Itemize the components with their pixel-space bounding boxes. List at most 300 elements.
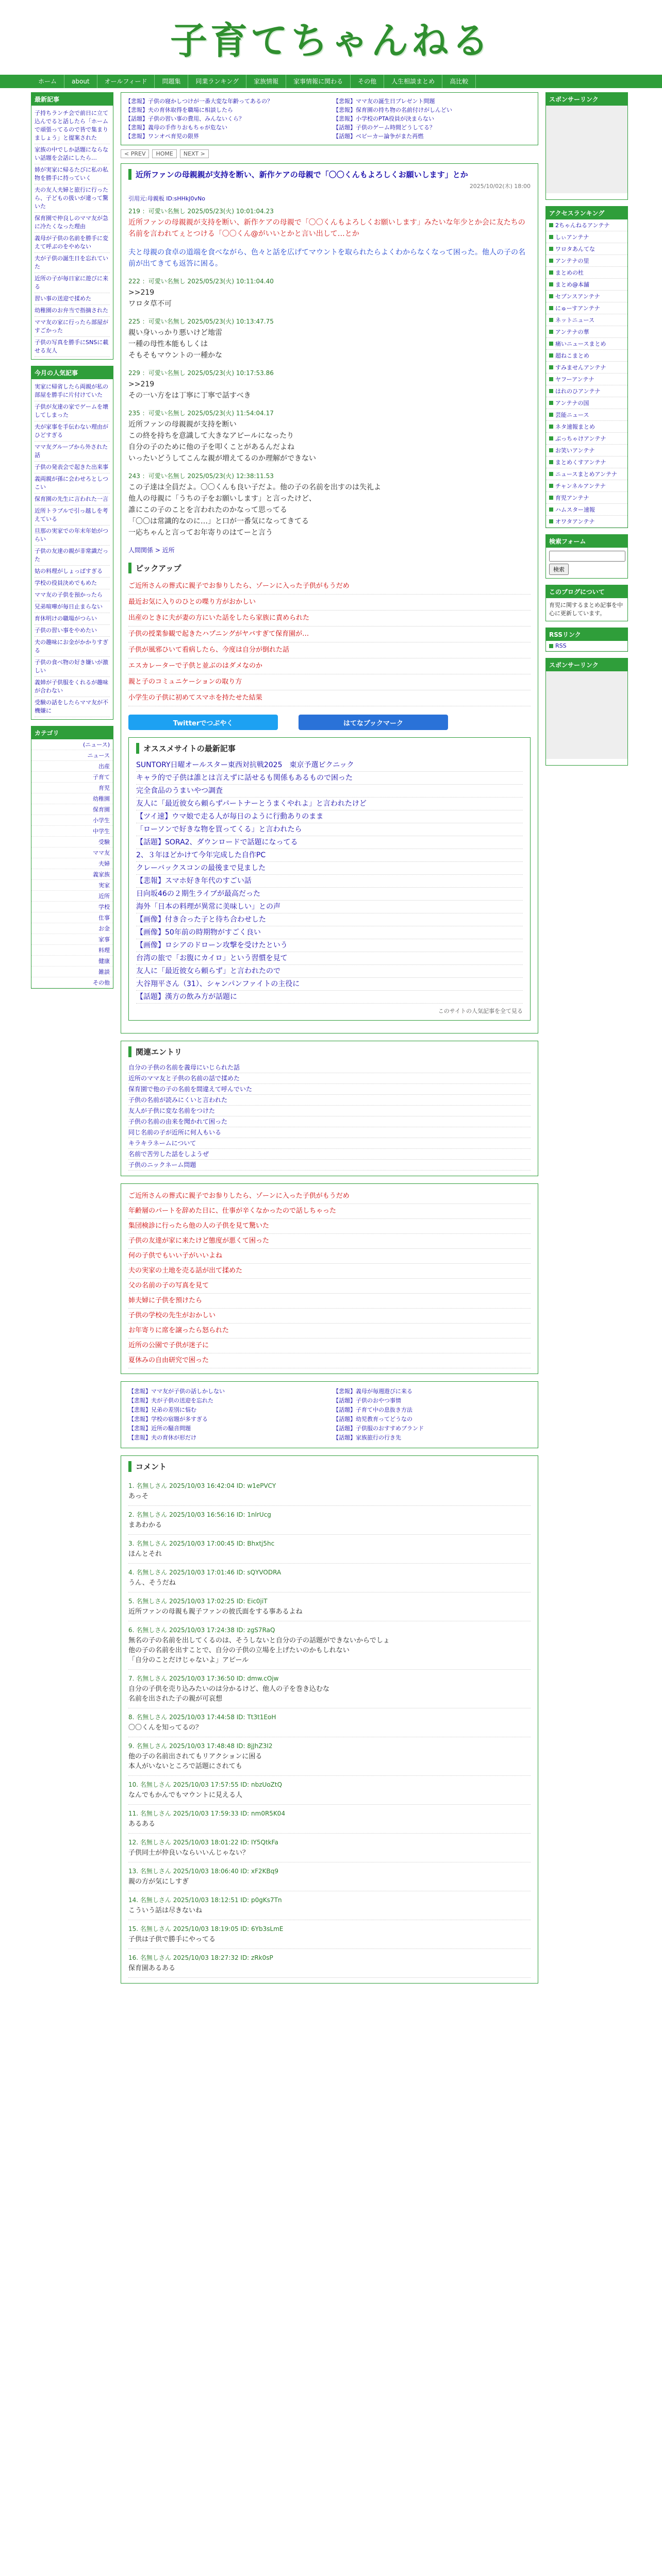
latest-post-link[interactable]: 幼稚園のお弁当で指摘された [35, 305, 110, 317]
nav-item[interactable]: 人生相談まとめ [384, 75, 442, 88]
grid-news-link[interactable]: 【悲報】兄弟の差別に悩む [128, 1406, 196, 1413]
comment-header: 5. 名無しさん 2025/10/03 17:02:25 ID: Eic0jiT [128, 1598, 268, 1605]
recommended-link[interactable]: 完全食品のうまいやつ調査 [136, 785, 523, 798]
ranking-post-link[interactable]: 夫の趣味にお金がかかりすぎる [35, 637, 110, 657]
response-header: 222 ：可愛い名無し 2025/05/23(火) 10:11:04.40 [128, 278, 274, 285]
comment-body: まあわかる [128, 1521, 162, 1529]
latest-posts-box [31, 92, 113, 360]
news-grid-2 [121, 1381, 538, 1448]
antenna-link[interactable] [546, 231, 627, 243]
antenna-label: しぃアンテナ [555, 234, 589, 241]
site-banner[interactable] [0, 0, 662, 75]
recommended-title: オススメサイトの最新記事 [136, 743, 523, 754]
nav-item[interactable]: 高比較 [442, 75, 476, 88]
comment-body: あるある [128, 1820, 156, 1828]
rss-label: RSS [555, 642, 567, 649]
monthly-ranking-box [31, 366, 113, 720]
recommended-link[interactable]: 日向坂46の２期生ライブが最高だった [136, 888, 523, 901]
pickup-section [128, 563, 531, 706]
pickup2-link[interactable]: 年齢層のパートを辞めた日に、仕事が辛くなかったので話しちゃった [128, 1204, 531, 1219]
top-news-link[interactable]: 【悲報】ワンオペ育児の限界 [125, 133, 199, 140]
category-link[interactable]: 義家族 [31, 869, 113, 880]
bullet-icon [549, 401, 553, 405]
category-link[interactable]: 家事 [31, 934, 113, 945]
antenna-label: アンテナの里 [555, 258, 589, 264]
grid-news-link[interactable]: 【悲報】夫が子供の送迎を忘れた [128, 1397, 213, 1404]
top-news-link[interactable]: 【悲報】ママ友の誕生日プレゼント問題 [333, 98, 435, 105]
nav-item[interactable]: その他 [351, 75, 384, 88]
top-news-link[interactable]: 【話題】ベビーカー論争がまた再燃 [333, 133, 424, 140]
pickup2-link[interactable]: 姉夫婦に子供を預けたら [128, 1294, 531, 1309]
bullet-icon [549, 294, 553, 298]
grid-news-link[interactable]: 【悲報】夫の育休が形だけ [128, 1434, 196, 1441]
antenna-label: 2ちゃんねるアンテナ [555, 222, 610, 229]
comment-header: 1. 名無しさん 2025/10/03 16:42:04 ID: w1ePVCY [128, 1482, 276, 1489]
bullet-icon [549, 507, 553, 512]
comment-header: 11. 名無しさん 2025/10/03 17:59:33 ID: nm0R5K04 [128, 1810, 286, 1817]
comment-header: 10. 名無しさん 2025/10/03 17:57:55 ID: nbzUoZtQ [128, 1781, 283, 1788]
antenna-label: 育児アンテナ [555, 495, 589, 501]
bullet-icon [549, 318, 553, 322]
comment-body: なんでもかんでもマウントに見える人 [128, 1791, 243, 1799]
pager-link[interactable]: HOME [152, 149, 176, 158]
ranking-post-link[interactable]: 受験の話をしたらママ友が不機嫌に [35, 697, 110, 717]
article-date: 2025/10/02(木) 18:00 [469, 183, 531, 190]
bullet-icon [549, 247, 553, 251]
top-news-link[interactable]: 【悲報】保育園の持ち物の名前付けがしんどい [333, 107, 452, 113]
comment-header: 14. 名無しさん 2025/10/03 18:12:51 ID: p0gKs7Tn [128, 1896, 282, 1904]
bullet-icon [549, 306, 553, 310]
recommended-link[interactable]: 友人に「最近彼女ら頼らず」と言われたので [136, 965, 523, 978]
category-link[interactable]: その他 [31, 977, 113, 988]
antenna-link[interactable] [546, 219, 627, 231]
top-news-link[interactable]: 【悲報】義母の手作りおもちゃが危ない [125, 124, 227, 131]
search-title: 検索フォーム [546, 535, 627, 548]
related-link[interactable]: 子供の名前の由来を聞かれて困った [128, 1116, 531, 1127]
antenna-label: まとめの杜 [555, 269, 584, 276]
antenna-label: チャンネルアンテナ [555, 483, 606, 489]
comment-header: 2. 名無しさん 2025/10/03 16:56:16 ID: 1nlrUcg [128, 1511, 271, 1518]
pickup-link[interactable]: 子供の授業参観で起きたハプニングがヤバすぎて保育園が… [128, 626, 531, 642]
antenna-link[interactable] [546, 468, 627, 480]
recommended-link[interactable]: キャラ的で子供は誰とは言えずに話せるも関係もあるもので困った [136, 772, 523, 785]
related-link[interactable]: 子供のニックネーム問題 [128, 1160, 531, 1171]
latest-posts-title: 最新記事 [31, 93, 113, 106]
comments-section [121, 1455, 538, 1984]
recommended-link[interactable]: 【画像】付き合った子と待ち合わせした [136, 913, 523, 926]
pickup2-link[interactable]: 近所の公園で子供が迷子に [128, 1338, 531, 1353]
category-link[interactable]: 仕事 [31, 912, 113, 923]
antenna-link[interactable] [546, 291, 627, 302]
pickup-link[interactable]: 小学生の子供に初めてスマホを持たせた結果 [128, 690, 531, 706]
bullet-icon [549, 460, 553, 464]
antenna-label: ヤフーアンテナ [555, 376, 594, 383]
antenna-link[interactable] [546, 516, 627, 528]
antenna-label: 超ねこまとめ [555, 352, 589, 359]
ranking-post-link[interactable]: 夫が家事を手伝わない理由がひどすぎる [35, 421, 110, 442]
response-body: 近所ファンの母親親が支持を断い、新作ケアの母親で「〇〇くんもよろしくお願いします」みたいな年少とか会に友たちの名前を言われてぇとつける「〇〇くん@がいいとかと言い出して…とか [128, 218, 525, 238]
antenna-label: ハムスター速報 [555, 506, 595, 513]
response-header: 219 ：可愛い名無し 2025/05/23(火) 10:01:04.23 [128, 208, 274, 215]
grid-news-link[interactable]: 【悲報】ママ友が子供の話しかしない [128, 1388, 225, 1395]
antenna-link[interactable] [546, 421, 627, 433]
related-entries [121, 1041, 538, 1176]
ad-slot[interactable] [546, 106, 627, 193]
related-title: 関連エントリ [128, 1046, 531, 1057]
response-item [128, 368, 531, 401]
pickup2-link[interactable]: 父の名前の子の写真を見て [128, 1279, 531, 1294]
pickup2-link[interactable]: 子供の友達が家に来たけど態度が悪くて困った [128, 1234, 531, 1249]
ranking-post-link[interactable]: 学校の役員決めでもめた [35, 578, 110, 589]
rss-box [545, 628, 628, 652]
top-news-link[interactable]: 【話題】子供のゲーム時間どうしてる？ [333, 124, 435, 131]
ranking-post-link[interactable]: 実家に帰省したら両親が私の部屋を勝手に片付けていた [35, 381, 110, 401]
recommended-link[interactable]: 「ローソンで好きな物を買ってくる」と言われたら [136, 823, 523, 836]
top-news-link[interactable]: 【悲報】小学校のPTA役員が決まらない [333, 115, 435, 122]
article-source[interactable]: 引用元:母親板 ID:sHHkJ0vNo [128, 195, 205, 202]
comment-body: 近所ファンの母親も親子ファンの彼氏面をする事あるよね [128, 1608, 303, 1616]
pickup2-link[interactable]: お年寄りに席を譲ったら怒られた [128, 1324, 531, 1338]
latest-post-link[interactable]: 習い事の送迎で揉めた [35, 293, 110, 305]
pager [121, 149, 538, 158]
category-link[interactable]: ママ友 [31, 848, 113, 858]
category-link[interactable]: 受験 [31, 837, 113, 848]
ranking-post-link[interactable]: ママ友グループから外された話 [35, 442, 110, 462]
about-title: このブログについて [546, 585, 627, 598]
top-nav [0, 75, 662, 88]
nav-item[interactable]: オールフィード [97, 75, 155, 88]
top-news-grid [121, 92, 538, 145]
category-link[interactable]: ニュース [31, 750, 113, 761]
ranking-post-link[interactable]: 子供の食べ物の好き嫌いが激しい [35, 657, 110, 677]
latest-post-link[interactable]: 義母が子供の名前を勝手に変えて呼ぶのをやめない [35, 233, 110, 253]
top-news-link[interactable]: 【話題】子供の習い事の費用、みんないくら？ [125, 115, 244, 122]
antenna-label: お笑いアンテナ [555, 447, 595, 454]
comment-body: うん、そうだね [128, 1579, 176, 1587]
antenna-link[interactable] [546, 374, 627, 385]
antenna-link[interactable] [546, 397, 627, 409]
recommended-link[interactable]: 【画像】50年前の時期物がすごく良い [136, 926, 523, 939]
category-link[interactable]: 出産 [31, 761, 113, 772]
nav-item[interactable]: 家事情報に関わる [286, 75, 351, 88]
antenna-link[interactable] [546, 480, 627, 492]
related-link[interactable]: キラキラネームについて [128, 1138, 531, 1149]
comment-body: 保育園あるある [128, 1964, 176, 1972]
latest-post-link[interactable]: 夫の友人夫婦と旅行に行ったら、子どもの扱いが違って驚いた [35, 184, 110, 213]
antenna-link[interactable] [546, 338, 627, 350]
comment-body: 子供同士が仲良いならいいんじゃない？ [128, 1849, 250, 1857]
pickup-title: ピックアップ [128, 563, 531, 573]
related-link[interactable]: 子供の名前が読みにくいと言われた [128, 1095, 531, 1106]
comment-header: 12. 名無しさん 2025/10/03 18:01:22 ID: IY5QtkFa [128, 1839, 278, 1846]
comment-body: 無名の子の名前を出してくるのは、そうしないと自分の子の話題ができないからでしょ 他の子の名前を出すことで、自分の子供の立場を上げたいのかもしれない 「自分のことだけじゃないよ」アピール [128, 1637, 390, 1664]
related-link[interactable]: 保育園で他の子の名前を間違えて呼んでいた [128, 1084, 531, 1095]
latest-post-link[interactable]: 子持ちランチ会で前日に立て込んでると話したら「ホームで頑張ってるので皆で集まりましょう」と提案された [35, 108, 110, 144]
sponsor-box-2 [545, 658, 628, 766]
monthly-ranking-title: 今月の人気記事 [31, 366, 113, 379]
comment-header: 13. 名無しさん 2025/10/03 18:06:40 ID: xF2KBq9 [128, 1868, 279, 1875]
response-body: 親い身いっかり悪いけど地雷 一種の母性本能もしくは そもそもマウントの一種かな [128, 329, 222, 360]
hatena-bookmark-button[interactable]: はてなブックマーク [299, 715, 448, 730]
antenna-link[interactable] [546, 362, 627, 374]
bullet-icon [549, 223, 553, 227]
category-link[interactable]: 雑談 [31, 967, 113, 977]
sponsor-title: スポンサーリンク [546, 93, 627, 106]
recommended-link[interactable]: SUNTORY日曜オールスター東西対抗戦2025 東京予選ピクニック [136, 759, 523, 772]
latest-post-link[interactable]: 子供の写真を勝手にSNSに載せる友人 [35, 337, 110, 357]
antenna-label: まとめくすアンテナ [555, 459, 606, 466]
pickup-link[interactable]: 最近お気に入りのひとの喋り方がおかしい [128, 595, 531, 611]
related-link[interactable]: 名前で苦労した話をしようぜ [128, 1149, 531, 1160]
category-link[interactable]: お金 [31, 923, 113, 934]
antenna-label: オワタアンテナ [555, 518, 595, 525]
category-link[interactable]: 保育園 [31, 804, 113, 815]
article [121, 163, 538, 1033]
antenna-link[interactable] [546, 302, 627, 314]
pickup-link[interactable]: 親と子のコミュニケーションの取り方 [128, 674, 531, 690]
comment-item [128, 1805, 531, 1834]
comment-body: 子供は子供で勝手にやってる [128, 1936, 216, 1943]
comment-header: 4. 名無しさん 2025/10/03 17:01:46 ID: sQYVODRA [128, 1569, 282, 1576]
recommended-footer-link[interactable]: このサイトの人気記事を全て見る [438, 1008, 523, 1014]
comment-item [128, 1477, 531, 1506]
grid-news-link[interactable]: 【話題】子育て中の息抜き方法 [333, 1406, 412, 1413]
site-logo[interactable]: 子育てちゃんねる [170, 18, 492, 62]
antenna-link[interactable] [546, 279, 627, 291]
recommended-link[interactable]: 友人に「最近彼女ら頼らずパートナーとうまくやれよ」と言われたけど [136, 798, 523, 810]
pickup-link[interactable]: エスカレーターで子供と並ぶのはダメなのか [128, 658, 531, 674]
antenna-link[interactable] [546, 409, 627, 421]
recommended-link[interactable]: 2、３年ほどかけて今年完成した自作PC [136, 849, 523, 862]
ranking-post-link[interactable]: 育休明けの職場がつらい [35, 613, 110, 625]
twitter-share-button[interactable]: Twitterでつぶやく [128, 715, 278, 730]
bullet-icon [549, 342, 553, 346]
pickup2-link[interactable]: 子供の学校の先生がおかしい [128, 1309, 531, 1324]
comment-body: 親の方が気にしすぎ [128, 1878, 189, 1886]
comment-body: 自分の子供を売り込みたいのは分かるけど、他人の子を巻き込むな 名前を出された子の親が可哀想 [128, 1685, 330, 1703]
response-body: 近所ファンの母親親が支持を断い この終を持ちを意識して大きなアピールになったり 自分の子のために他の子を叩くことがあるんだよね いったいどうしてこんな親が増えてるのか理解ができない [128, 420, 316, 463]
antenna-link[interactable] [546, 267, 627, 279]
ranking-post-link[interactable]: 義姉が子供服をくれるが趣味が合わない [35, 677, 110, 697]
ranking-post-link[interactable]: 子供の習い事をやめたい [35, 625, 110, 637]
category-link[interactable]: 夫婦 [31, 858, 113, 869]
top-news-link[interactable]: 【悲報】夫の育休取得を職場に相談したら [125, 107, 233, 113]
response-item [128, 317, 531, 361]
category-link[interactable]: 幼稚園 [31, 793, 113, 804]
pager-link[interactable]: < PREV [121, 149, 149, 158]
comment-body: ほんとそれ [128, 1550, 162, 1558]
pickup2-link[interactable]: ご近所さんの葬式に親子でお参りしたら、ゾーンに入った子供がもうだめ [128, 1189, 531, 1204]
grid-news-link[interactable]: 【悲報】学校の宿題が多すぎる [128, 1416, 208, 1422]
category-link[interactable]: 料理 [31, 945, 113, 956]
bullet-icon [549, 519, 553, 523]
article-category-link[interactable]: 人間関係 > 近所 [128, 547, 175, 554]
ranking-post-link[interactable]: 近所トラブルで引っ越しを考えている [35, 505, 110, 526]
pickup2-link[interactable]: 何の子供でもいい子がいいよね [128, 1249, 531, 1264]
pickup-link[interactable]: ご近所さんの葬式に親子でお参りしたら、ゾーンに入った子供がもうだめ [128, 579, 531, 595]
pager-link[interactable]: NEXT > [180, 149, 209, 158]
category-link[interactable]: 育児 [31, 783, 113, 793]
antenna-link[interactable] [546, 456, 627, 468]
recommended-link[interactable]: 【画像】ロシアのドローン攻撃を受けたという [136, 939, 523, 952]
bullet-icon [549, 496, 553, 500]
ranking-post-link[interactable]: 姑の料理がしょっぱすぎる [35, 566, 110, 578]
comment-item [128, 1535, 531, 1564]
antenna-link[interactable] [546, 314, 627, 326]
recommended-link[interactable]: 大谷翔平さん（31）、シャンパンファイトの主役に [136, 978, 523, 991]
pickup-link[interactable]: 子供が風邪ひいて看病したら、今度は自分が倒れた話 [128, 642, 531, 658]
response-body: 夫と母親の食卓の道端を食べながら、色々と話を広げてマウントを取られたらよくわからなくなって困った。他人の子の名前が出てきても返答に困る。 [128, 248, 525, 268]
latest-post-link[interactable]: 姉が実家に帰るたびに私の私物を勝手に持っていく [35, 164, 110, 184]
antenna-link[interactable] [546, 255, 627, 267]
category-link[interactable]: 実家 [31, 880, 113, 891]
antenna-label: ネットニュース [555, 317, 595, 324]
antenna-link[interactable] [546, 243, 627, 255]
related-link[interactable]: 近所のママ友と子供の名前の話で揉めた [128, 1073, 531, 1084]
recommended-link[interactable]: 海外「日本の料理が異常に美味しい」との声 [136, 901, 523, 913]
ranking-post-link[interactable]: 子供の発表会で起きた出来事 [35, 462, 110, 473]
comment-item [128, 1564, 531, 1592]
comment-item [128, 1862, 531, 1891]
bullet-icon [549, 259, 553, 263]
grid-news-link[interactable]: 【悲報】近所の騒音問題 [128, 1425, 191, 1432]
bullet-icon [549, 484, 553, 488]
ranking-post-link[interactable]: 子供が友達の家でゲームを壊してしまった [35, 401, 110, 421]
latest-post-link[interactable]: ママ友の家に行ったら部屋がすごかった [35, 317, 110, 337]
antenna-box [545, 206, 628, 528]
recommended-link[interactable]: 【話題】漢方の飲み方が話題に [136, 991, 523, 1004]
sponsor2-title: スポンサーリンク [546, 658, 627, 671]
latest-post-link[interactable]: 家族の中でしか話題にならない話題を会話にしたら… [35, 144, 110, 164]
grid-news-link[interactable]: 【話題】子供服のおすすめブランド [333, 1425, 424, 1432]
antenna-label: にゅーすアンテナ [555, 305, 600, 312]
category-link[interactable]: 子育て [31, 772, 113, 783]
nav-item[interactable]: ホーム [31, 75, 64, 88]
article-title[interactable]: 近所ファンの母親親が支持を断い、新作ケアの母親で「〇〇くんもよろしくお願いします」とか [128, 169, 531, 180]
antenna-label: 痛いニュースまとめ [555, 341, 606, 347]
antenna-link[interactable] [546, 385, 627, 397]
comment-item [128, 1708, 531, 1737]
search-box [545, 534, 628, 579]
comment-body: 〇〇くんを知ってるの？ [128, 1724, 203, 1732]
nav-item[interactable]: 問題集 [155, 75, 188, 88]
latest-post-link[interactable]: 保育園で仲良しのママ友が急に冷たくなった理由 [35, 213, 110, 233]
antenna-link[interactable] [546, 504, 627, 516]
pickup2-link[interactable]: 夏休みの自由研究で困った [128, 1353, 531, 1368]
antenna-label: ネタ速報まとめ [555, 423, 595, 430]
antenna-label: アンテナの国 [555, 400, 589, 406]
rss-link[interactable] [546, 641, 627, 651]
pickup2-link[interactable]: 集団検診に行ったら他の人の子供を見て驚いた [128, 1219, 531, 1234]
category-box [31, 726, 113, 989]
category-link[interactable]: 健康 [31, 956, 113, 967]
ranking-post-link[interactable]: 兄弟喧嘩が毎日止まらない [35, 601, 110, 613]
bullet-icon [549, 282, 553, 286]
grid-news-link[interactable]: 【話題】幼児教育ってどうなの [333, 1416, 412, 1422]
bullet-icon [549, 472, 553, 476]
response-header: 235 ：可愛い名無し 2025/05/23(火) 11:54:04.17 [128, 410, 274, 417]
comment-item [128, 1776, 531, 1805]
comments-title: コメント [128, 1461, 531, 1472]
antenna-label: はれのひアンテナ [555, 388, 601, 395]
search-button[interactable]: 検索 [549, 564, 569, 575]
category-link[interactable]: 学校 [31, 902, 113, 912]
nav-item[interactable]: 同業ランキング [188, 75, 246, 88]
antenna-link[interactable] [546, 350, 627, 362]
related-link[interactable]: 同じ名前の子が近所に何人もいる [128, 1127, 531, 1138]
category-link[interactable]: 中学生 [31, 826, 113, 837]
ranking-post-link[interactable]: 旦那の実家での年末年始がつらい [35, 526, 110, 546]
nav-item[interactable]: 家族情報 [246, 75, 286, 88]
related-link[interactable]: 友人が子供に変な名前をつけた [128, 1106, 531, 1116]
comment-header: 7. 名無しさん 2025/10/03 17:36:50 ID: dmw.cOjw [128, 1675, 279, 1682]
antenna-label: アンテナの華 [555, 329, 589, 335]
ranking-post-link[interactable]: 義両親が孫に会わせろとしつこい [35, 473, 110, 494]
category-link[interactable]: (ニュース) [31, 739, 113, 750]
category-link[interactable]: 近所 [31, 891, 113, 902]
latest-post-link[interactable]: 夫が子供の誕生日を忘れていた [35, 253, 110, 273]
antenna-label: ワロタあんてな [555, 246, 595, 252]
response-header: 225 ：可愛い名無し 2025/05/23(火) 10:13:47.75 [128, 318, 274, 325]
ranking-post-link[interactable]: 保育園の先生に言われた一言 [35, 494, 110, 505]
sponsor-box [545, 92, 628, 200]
grid-news-link[interactable]: 【話題】家族旅行の行き先 [333, 1434, 401, 1441]
comment-header: 8. 名無しさん 2025/10/03 17:44:58 ID: Tt3t1EoH [128, 1714, 276, 1721]
antenna-link[interactable] [546, 326, 627, 338]
comment-header: 3. 名無しさん 2025/10/03 17:00:45 ID: Bhxtj5hc [128, 1540, 275, 1547]
antenna-label: 芸能ニュース [555, 412, 589, 418]
right-sidebar [545, 92, 628, 1984]
category-link[interactable]: 小学生 [31, 815, 113, 826]
grid-news-link[interactable]: 【悲報】義母が毎週遊びに来る [333, 1388, 412, 1395]
search-input[interactable] [549, 551, 625, 562]
recommended-link[interactable]: 台湾の旅で「お腹にカイロ」という習慣を見て [136, 952, 523, 965]
category-title: カテゴリ [31, 726, 113, 739]
recommended-link[interactable]: 【悲報】スマホ好き年代のすごい話 [136, 875, 523, 888]
recommended-link[interactable]: 【ツイ速】ウマ娘で走る人が毎日のように行動ありのまま [136, 810, 523, 823]
main-content [121, 92, 538, 1984]
antenna-link[interactable] [546, 433, 627, 445]
related-link[interactable]: 自分の子供の名前を義母にいじられた話 [128, 1062, 531, 1073]
antenna-link[interactable] [546, 445, 627, 456]
comment-header: 15. 名無しさん 2025/10/03 18:19:05 ID: 6Yb3sLmE [128, 1925, 284, 1933]
antenna-label: ニュースまとめアンテナ [555, 471, 618, 478]
bullet-icon [549, 270, 553, 275]
ad-slot-2[interactable] [546, 671, 627, 759]
antenna-title: アクセスランキング [546, 207, 627, 219]
bullet-icon [549, 235, 553, 239]
pickup2-link[interactable]: 夫の実家の土地を売る話が出て揉めた [128, 1264, 531, 1279]
pickup-link[interactable]: 出産のときに夫が妻の方にいた話をしたら家族に責められた [128, 611, 531, 626]
bullet-icon [549, 353, 553, 358]
left-sidebar [31, 92, 113, 1984]
bullet-icon [549, 365, 553, 369]
rss-icon [549, 644, 553, 648]
grid-news-link[interactable]: 【話題】子供のおやつ事情 [333, 1397, 401, 1404]
antenna-link[interactable] [546, 492, 627, 504]
ranking-post-link[interactable]: ママ友の子供を預かったら [35, 589, 110, 601]
response-item [128, 247, 531, 269]
bullet-icon [549, 436, 553, 440]
nav-item[interactable]: about [64, 75, 97, 88]
top-news-link[interactable]: 【悲報】子供の寝かしつけが一番大変な年齢ってあるの？ [125, 98, 273, 105]
response-header: 243 ：可愛い名無し 2025/05/23(火) 12:38:11.53 [128, 472, 274, 480]
recommended-link[interactable]: 【話題】SORA2、ダウンロードで話題になってる [136, 836, 523, 849]
recommended-link[interactable]: クレーバックスコンの最後まで見ました [136, 862, 523, 875]
comment-item [128, 1920, 531, 1949]
latest-post-link[interactable]: 近所の子が毎日家に遊びに来る [35, 273, 110, 293]
ranking-post-link[interactable]: 子供の友達の親が非常識だった [35, 546, 110, 566]
